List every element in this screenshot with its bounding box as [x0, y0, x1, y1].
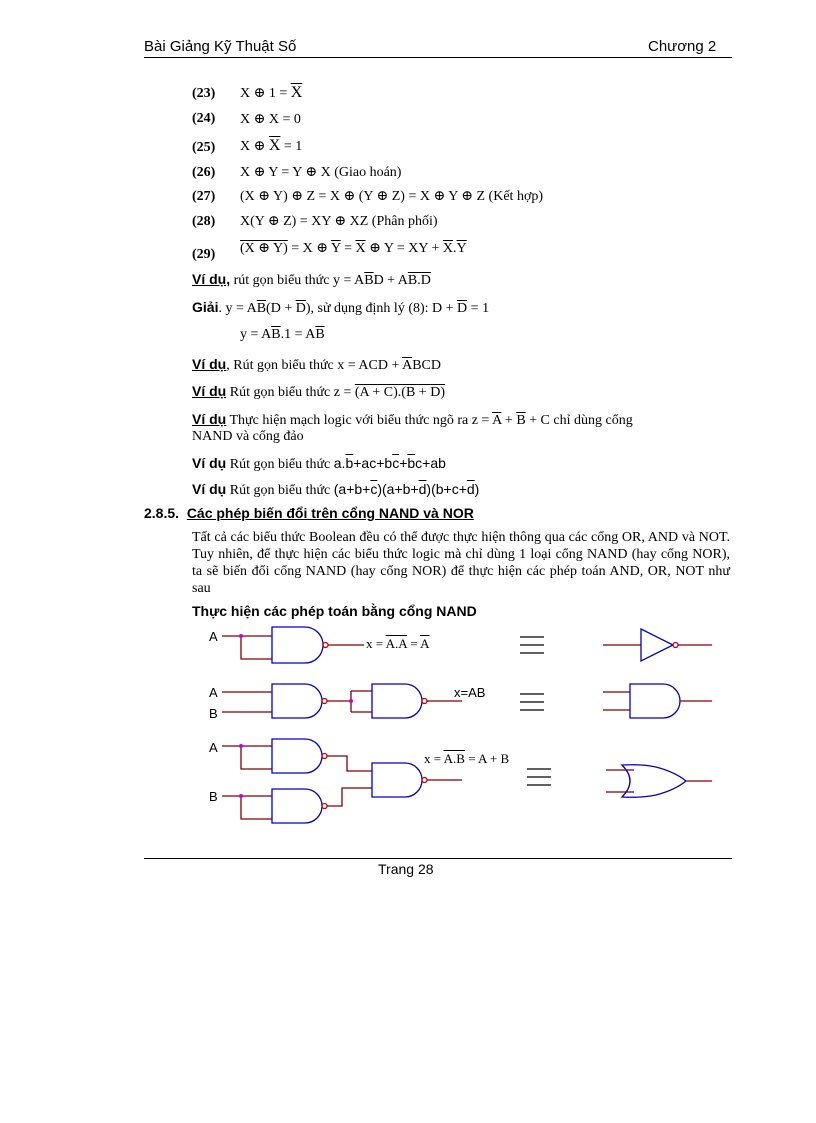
- input-label-a: A: [209, 629, 218, 644]
- eq-27: (X ⊕ Y) ⊕ Z = X ⊕ (Y ⊕ Z) = X ⊕ Y ⊕ Z (Kết hợp): [240, 189, 544, 204]
- eq-num: (25): [192, 140, 216, 155]
- input-label-b: B: [209, 706, 218, 721]
- header-chapter: Chương 2: [648, 38, 717, 55]
- nand-bubble: [422, 699, 427, 704]
- input-label-a: A: [209, 685, 218, 700]
- equiv-sign: [520, 694, 544, 710]
- nand-bubble: [322, 754, 327, 759]
- eq-num: (24): [192, 111, 216, 126]
- nand-gate: [272, 739, 322, 773]
- eq-29: (X ⊕ Y) = X ⊕ $\overline{Y} = \overline{X}$ ⊕ Y = XY + $\overline{X}.\overline{Y}$: [240, 241, 467, 256]
- nand-bubble: [322, 699, 327, 704]
- nand-bubble: [323, 643, 328, 648]
- eq-26: X ⊕ Y = Y ⊕ X (Giao hoán): [240, 165, 402, 180]
- and-formula: x=AB: [454, 685, 486, 700]
- nand-gate: [272, 789, 322, 823]
- input-label-b: B: [209, 789, 218, 804]
- example-4-line-1: Ví dụ Thực hiện mạch logic với biểu thức ngõ ra $z = \overline{A} + \overline{B} + C$ chỉ dùng cổng: [192, 411, 633, 428]
- eq-num: (29): [192, 247, 216, 262]
- or-formula: x = A.B = A + B: [424, 751, 510, 766]
- not-gate: [641, 629, 673, 661]
- and-gate: [630, 684, 680, 718]
- junction-node: [239, 744, 243, 748]
- solution-line-2: $y = A\overline{B}.1 = A\overline{B}$: [240, 327, 325, 342]
- header-title: Bài Giảng Kỹ Thuật Số: [144, 38, 297, 55]
- eq-23: X ⊕ $1 = \overline{X}$: [240, 84, 303, 101]
- eq-28: X(Y ⊕ Z) = XY ⊕ XZ (Phân phối): [240, 214, 438, 229]
- junction-node: [349, 699, 353, 703]
- footer-rule: [144, 858, 732, 859]
- nand-gate: [272, 627, 323, 663]
- row-not: [222, 627, 712, 663]
- example-3: Ví dụ Rút gọn biểu thức z = (A + C).(B + D): [192, 383, 445, 400]
- junction-node: [239, 794, 243, 798]
- equiv-sign: [527, 769, 551, 785]
- nand-gate: [372, 763, 422, 797]
- solution-line-1: Giải. $y = A\overline{B}(D + \overline{D})$, sử dụng định lý (8): $D + \overline{D} = 1$: [192, 299, 490, 316]
- nand-bubble: [322, 804, 327, 809]
- example-4-line-2: NAND và cổng đảo: [192, 429, 304, 444]
- paragraph: Tất cả các biểu thức Boolean đều có thể được thực hiện thông qua các cổng OR, AND và NOT. Tuy nhiên, để thực hiện các biểu thức logic mà chỉ dùng 1 loại cổng NAND (hay cổng NOR), ta sẽ biến đổi cổng NAND (hay cổng NOR) để thực hiện các phép toán AND, OR, NOT như sau: [192, 530, 730, 596]
- eq-num: (28): [192, 214, 216, 229]
- eq-num: (26): [192, 165, 216, 180]
- eq-num: (27): [192, 189, 216, 204]
- equiv-sign: [520, 637, 544, 653]
- nand-gate: [272, 684, 322, 718]
- example-5: Ví dụ Rút gọn biểu thức $a.\overline{b}+ac+b\overline{c}+\overline{b}c+ab$: [192, 455, 446, 472]
- page-number: Trang 28: [378, 861, 434, 877]
- example-6: Ví dụ Rút gọn biểu thức $(a+b+\overline{c})(a+b+\overline{d})(b+c+\overline{d})$: [192, 481, 480, 498]
- eq-num: (23): [192, 86, 216, 101]
- example-1: Ví dụ, rút gọn biểu thức $y = A\overline{B}D + AB.D$: [192, 271, 431, 288]
- subheading: Thực hiện các phép toán bằng cổng NAND: [192, 603, 477, 619]
- eq-24: X ⊕ X = 0: [240, 112, 301, 127]
- not-formula: $x = A.A = \overline{A}$: [366, 636, 430, 651]
- input-label-a: A: [209, 740, 218, 755]
- eq-25: X ⊕ $\overline{X} = 1$: [240, 137, 303, 154]
- junction-node: [239, 634, 243, 638]
- nand-bubble: [422, 778, 427, 783]
- example-2: Ví dụ, Rút gọn biểu thức x = ACD + $\overline{A}BCD$: [192, 356, 441, 373]
- nand-gate: [372, 684, 422, 718]
- section-heading: 2.8.5. Các phép biến đổi trên cổng NAND và NOR: [144, 505, 474, 521]
